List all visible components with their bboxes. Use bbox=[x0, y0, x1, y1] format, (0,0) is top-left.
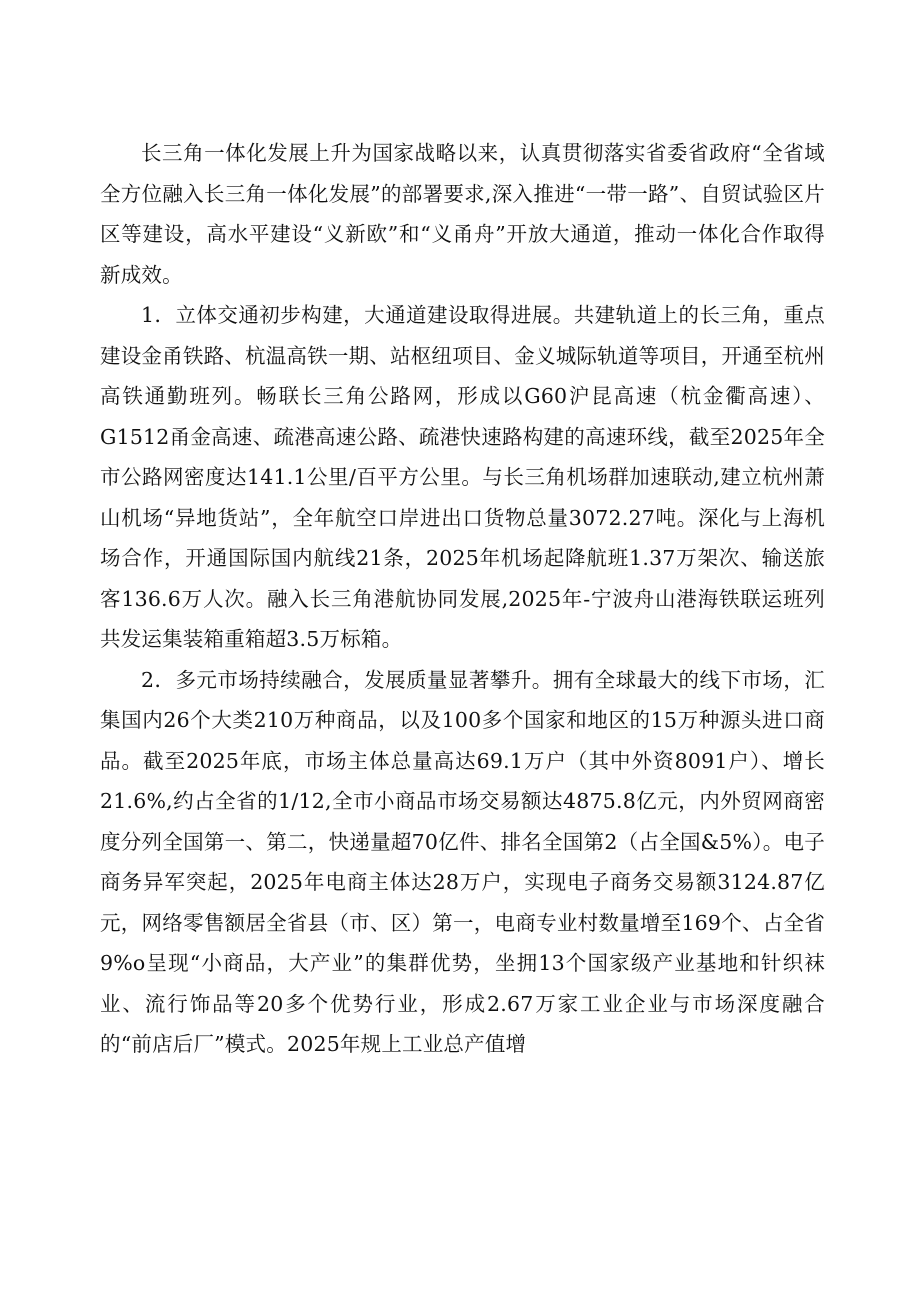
intro-paragraph: 长三角一体化发展上升为国家战略以来，认真贯彻落实省委省政府“全省域全方位融入长三角一体化发展”的部署要求,深入推进“一带一路”、自贸试验区片区等建设，高水平建设“义新欧”和“义甬舟”开放大通道，推动一体化合作取得新成效。 bbox=[100, 141, 825, 287]
document-body bbox=[100, 133, 825, 1065]
section-2-paragraph: 2．多元市场持续融合，发展质量显著攀升。拥有全球最大的线下市场，汇集国内26个大类210万种商品，以及100多个国家和地区的15万种源头进口商品。截至2025年底，市场主体总量高达69.1万户（其中外资8091户）、增长21.6%,约占全省的1/12,全市小商品市场交易额达4875.8亿元，内外贸网商密度分列全国第一、第二，快递量超70亿件、排名全国第2（占全国&5%）。电子商务异军突起，2025年电商主体达28万户，实现电子商务交易额3124.87亿元，网络零售额居全省县（市、区）第一，电商专业村数量增至169个、占全省9%o呈现“小商品，大产业”的集群优势，坐拥13个国家级产业基地和针织袜业、流行饰品等20多个优势行业，形成2.67万家工业企业与市场深度融合的“前店后厂”模式。2025年规上工业总产值增 bbox=[100, 667, 825, 1056]
section-1-paragraph: 1．立体交通初步构建，大通道建设取得进展。共建轨道上的长三角，重点建设金甬铁路、杭温高铁一期、站枢纽项目、金义城际轨道等项目，开通至杭州高铁通勤班列。畅联长三角公路网，形成以G60沪昆高速（杭金衢高速）、G1512甬金高速、疏港高速公路、疏港快速路构建的高速环线，截至2025年全市公路网密度达141.1公里/百平方公里。与长三角机场群加速联动,建立杭州萧山机场“异地货站”，全年航空口岸进出口货物总量3072.27吨。深化与上海机场合作，开通国际国内航线21条，2025年机场起降航班1.37万架次、输送旅客136.6万人次。融入长三角港航协同发展,2025年-宁波舟山港海铁联运班列共发运集装箱重箱超3.5万标箱。 bbox=[100, 303, 825, 651]
